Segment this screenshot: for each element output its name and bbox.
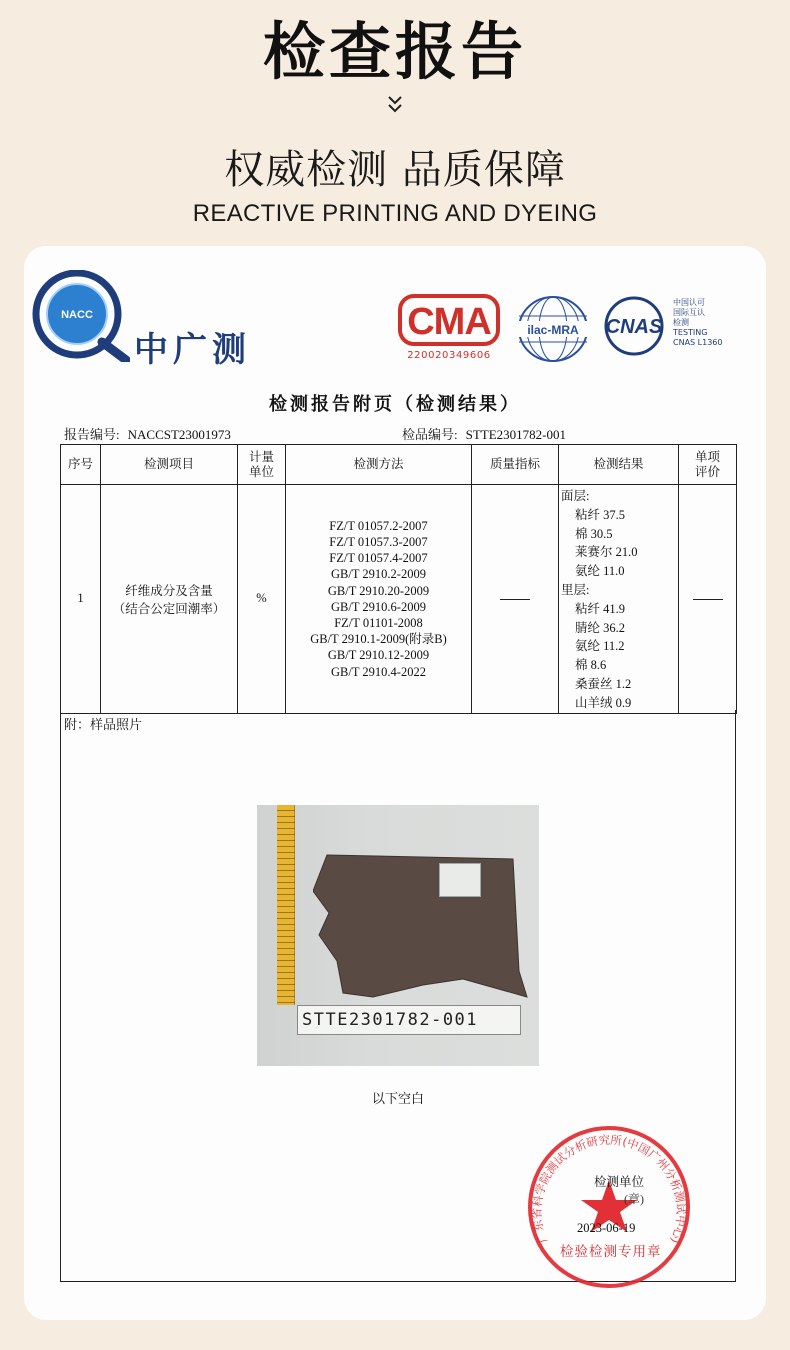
column-header-text: 单项评价 (694, 449, 720, 479)
unit: % (238, 485, 286, 714)
result-item: 棉 8.6 (575, 658, 607, 673)
quality-index (472, 485, 559, 714)
result-item: 粘纤 37.5 (575, 507, 626, 522)
page-english-caption: REACTIVE PRINTING AND DYEING (192, 200, 598, 227)
result-item: 山羊绒 0.9 (575, 695, 632, 710)
test-item-line: （结合公定回潮率） (112, 601, 226, 616)
column-header: 序号 (61, 445, 101, 485)
cnas-caption-line: 国际互认 (673, 308, 705, 317)
brand-name: 中广测 (134, 330, 251, 370)
ruler-ticks (277, 805, 295, 1005)
sample-number-value: STTE2301782-001 (465, 427, 567, 442)
method: FZ/T 01101-2008 (334, 615, 423, 630)
sample-photo (257, 805, 539, 1066)
result-item: 氨纶 11.0 (575, 564, 625, 579)
sample-number-label: 检品编号: (402, 427, 458, 442)
column-header (238, 445, 286, 485)
method: FZ/T 01057.3-2007 (329, 534, 428, 549)
double-chevron-down-icon (378, 94, 412, 118)
method: GB/T 2910.1-2009(附录B) (310, 632, 447, 647)
report-heading: 检测报告附页（检测结果） (269, 394, 521, 415)
dash-line (500, 599, 530, 600)
nacc-badge-text: NACC (61, 309, 93, 321)
report-number (64, 424, 231, 443)
stamp-seal-label: (章) (624, 1192, 644, 1206)
method: FZ/T 01057.2-2007 (329, 518, 428, 533)
cnas-caption-line: 中国认可 (673, 298, 705, 307)
cnas-caption-line: 检测 (673, 318, 689, 327)
test-results (559, 485, 679, 714)
result-item: 腈纶 36.2 (575, 620, 626, 635)
cnas-caption-line: CNAS L1360 (673, 338, 723, 347)
method: GB/T 2910.20-2009 (327, 583, 430, 598)
method: GB/T 2910.12-2009 (327, 648, 430, 663)
stamp-purpose: 检验检测专用章 (560, 1244, 662, 1259)
cnas-caption-line: TESTING (673, 328, 708, 337)
column-header: 检测结果 (559, 445, 679, 485)
report-number-label: 报告编号: (64, 427, 120, 442)
column-header: 质量指标 (472, 445, 559, 485)
sample-label-tag (439, 863, 481, 897)
result-item: 桑蚕丝 1.2 (575, 676, 632, 691)
stamp-unit-label: 检测单位 (594, 1175, 645, 1189)
test-methods (286, 485, 472, 714)
cma-text: CMA (407, 301, 491, 343)
official-seal-stamp (526, 1124, 692, 1290)
column-header: 检测项目 (101, 445, 238, 485)
column-header: 检测方法 (286, 445, 472, 485)
blank-note: 以下空白 (371, 1091, 424, 1106)
row-number: 1 (61, 485, 101, 714)
stamp-date: 2023-06-19 (577, 1221, 636, 1235)
test-item (101, 485, 238, 714)
column-header-text: 计量单位 (248, 449, 274, 479)
cma-number: 220020349606 (407, 350, 491, 361)
inner-layer-label: 里层: (561, 582, 590, 597)
outer-layer-label: 面层: (561, 489, 590, 503)
method: GB/T 2910.4-2022 (331, 664, 426, 679)
cnas-logo-icon (598, 296, 670, 356)
cnas-caption (673, 298, 722, 348)
dash-line (693, 599, 723, 600)
result-item: 莱赛尔 21.0 (575, 545, 638, 560)
table-row (61, 485, 737, 714)
fabric-swatch (313, 851, 531, 1001)
results-table (60, 444, 737, 714)
table-header-row (61, 445, 737, 485)
column-header (679, 445, 737, 485)
page-subtitle: 权威检测 品质保障 (224, 147, 566, 193)
method: GB/T 2910.6-2009 (331, 599, 426, 614)
report-number-value: NACCST23001973 (127, 427, 231, 442)
cnas-text: CNAS (605, 316, 663, 338)
sample-code-strip: STTE2301782-001 (297, 1005, 521, 1035)
result-item: 氨纶 11.2 (575, 639, 625, 654)
appendix-label: 附：样品照片 (64, 717, 143, 732)
method: GB/T 2910.2-2009 (331, 567, 426, 582)
ilac-mra-logo-icon (514, 294, 592, 364)
nacc-logo-icon (30, 270, 130, 362)
method: FZ/T 01057.4-2007 (329, 551, 428, 566)
seal-ring-textpath: 广东省科学院测试分析研究所(中国广州分析测试中心) (529, 1132, 689, 1246)
ilac-text: ilac-MRA (527, 323, 579, 337)
evaluation (679, 485, 737, 714)
result-item: 棉 30.5 (575, 526, 613, 541)
result-item: 粘纤 41.9 (575, 601, 626, 616)
page-title: 检查报告 (262, 15, 527, 88)
test-item-line: 纤维成分及含量 (125, 583, 213, 598)
sample-number (402, 424, 566, 443)
